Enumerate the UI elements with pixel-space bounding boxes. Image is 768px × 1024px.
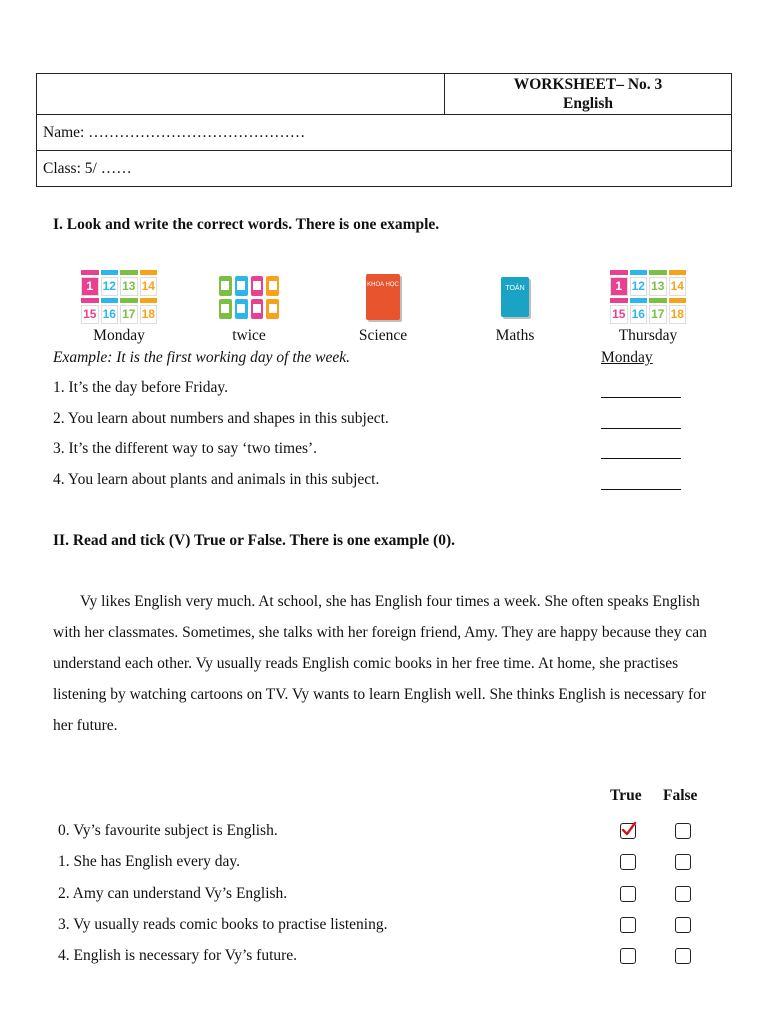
calendar-header-cell bbox=[630, 270, 648, 275]
section2-title: II. Read and tick (V) True or False. There is one example (0). bbox=[53, 532, 455, 549]
question-4: 4. You learn about plants and animals in this subject. bbox=[53, 471, 380, 488]
calendar-icon bbox=[81, 270, 157, 324]
calendar-day-number: 14 bbox=[140, 277, 158, 296]
picture-monday bbox=[64, 271, 174, 345]
false-checkbox-0[interactable] bbox=[675, 823, 691, 839]
calendar-day-number: 1 bbox=[610, 277, 628, 296]
true-checkbox-3[interactable] bbox=[620, 917, 636, 933]
true-checkbox-2[interactable] bbox=[620, 886, 636, 902]
example-question: Example: It is the first working day of the week. bbox=[53, 349, 351, 366]
name-field[interactable]: Name: …………………………………… bbox=[37, 115, 732, 151]
maths-book-icon: TOÁN bbox=[501, 277, 529, 317]
calendar-header-cell bbox=[630, 298, 648, 303]
statement-3: 3. Vy usually reads comic books to practise listening. bbox=[58, 916, 388, 933]
true-column-header: True bbox=[610, 787, 642, 804]
picture-caption: Science bbox=[358, 327, 408, 344]
calendar-day-number: 18 bbox=[669, 305, 687, 324]
calendar-header-cell bbox=[101, 298, 119, 303]
picture-row bbox=[40, 271, 740, 347]
calendar-header-cell bbox=[120, 270, 138, 275]
check-mark-icon bbox=[620, 821, 638, 839]
statement-2: 2. Amy can understand Vy’s English. bbox=[58, 885, 288, 902]
calendar-day-number: 16 bbox=[630, 305, 648, 324]
calendar-header-cell bbox=[101, 270, 119, 275]
class-field[interactable]: Class: 5/ …… bbox=[37, 151, 732, 187]
schedule-icon bbox=[219, 276, 279, 319]
picture-caption: Monday bbox=[93, 327, 145, 344]
section1-title: I. Look and write the correct words. There is one example. bbox=[53, 216, 440, 233]
calendar-day-number: 13 bbox=[649, 277, 667, 296]
picture-caption: Thursday bbox=[618, 327, 678, 344]
calendar-header-cell bbox=[649, 270, 667, 275]
calendar-day-number: 13 bbox=[120, 277, 138, 296]
calendar-day-number: 17 bbox=[120, 305, 138, 324]
calendar-header-cell bbox=[120, 298, 138, 303]
worksheet-title-cell bbox=[445, 74, 732, 115]
calendar-day-number: 1 bbox=[81, 277, 99, 296]
calendar-header-cell bbox=[669, 270, 687, 275]
calendar-day-number: 15 bbox=[610, 305, 628, 324]
question-2: 2. You learn about numbers and shapes in this subject. bbox=[53, 410, 389, 427]
statement-1: 1. She has English every day. bbox=[58, 853, 240, 870]
calendar-day-number: 14 bbox=[669, 277, 687, 296]
question-1: 1. It’s the day before Friday. bbox=[53, 379, 229, 396]
false-column-header: False bbox=[663, 787, 698, 804]
false-checkbox-1[interactable] bbox=[675, 854, 691, 870]
science-book-icon: KHOA HỌC bbox=[366, 274, 400, 320]
picture-caption: twice bbox=[232, 327, 266, 344]
false-checkbox-4[interactable] bbox=[675, 948, 691, 964]
false-checkbox-3[interactable] bbox=[675, 917, 691, 933]
false-checkbox-2[interactable] bbox=[675, 886, 691, 902]
picture-caption: Maths bbox=[495, 327, 535, 344]
example-answer: Monday bbox=[601, 349, 653, 366]
true-checkbox-1[interactable] bbox=[620, 854, 636, 870]
calendar-icon bbox=[610, 270, 686, 324]
reading-passage bbox=[53, 586, 713, 741]
worksheet-header-table bbox=[36, 73, 732, 187]
calendar-day-number: 12 bbox=[630, 277, 648, 296]
calendar-header-cell bbox=[610, 298, 628, 303]
picture-maths bbox=[460, 271, 570, 345]
statement-0: 0. Vy’s favourite subject is English. bbox=[58, 822, 278, 839]
answer-blank-2[interactable] bbox=[601, 413, 681, 429]
calendar-header-cell bbox=[610, 270, 628, 275]
statement-4: 4. English is necessary for Vy’s future. bbox=[58, 947, 298, 964]
true-checkbox-0[interactable] bbox=[620, 823, 636, 839]
worksheet-title: WORKSHEET– No. 3 bbox=[513, 76, 663, 93]
passage-text: Vy likes English very much. At school, she has English four times a week. She often speaks English with her classmates. Sometimes, she talks with her foreign friend, Amy. They are happy because they can understand each other. Vy usually reads English comic books in her free time. At home, she practises listening by watching cartoons on TV. Vy wants to learn English well. She thinks English is necessary for her future. bbox=[53, 593, 707, 734]
picture-science bbox=[328, 271, 438, 345]
calendar-day-number: 17 bbox=[649, 305, 667, 324]
answer-blank-4[interactable] bbox=[601, 474, 681, 490]
answer-blank-1[interactable] bbox=[601, 382, 681, 398]
calendar-day-number: 18 bbox=[140, 305, 158, 324]
calendar-header-cell bbox=[81, 298, 99, 303]
worksheet-subject: English bbox=[563, 95, 613, 112]
answer-blank-3[interactable] bbox=[601, 443, 681, 459]
header-blank-cell bbox=[37, 74, 445, 115]
calendar-day-number: 15 bbox=[81, 305, 99, 324]
calendar-header-cell bbox=[81, 270, 99, 275]
calendar-header-cell bbox=[669, 298, 687, 303]
calendar-day-number: 16 bbox=[101, 305, 119, 324]
calendar-header-cell bbox=[649, 298, 667, 303]
question-3: 3. It’s the different way to say ‘two times’. bbox=[53, 440, 318, 457]
calendar-header-cell bbox=[140, 298, 158, 303]
picture-thursday bbox=[593, 271, 703, 345]
calendar-day-number: 12 bbox=[101, 277, 119, 296]
picture-twice bbox=[194, 271, 304, 345]
calendar-header-cell bbox=[140, 270, 158, 275]
true-checkbox-4[interactable] bbox=[620, 948, 636, 964]
